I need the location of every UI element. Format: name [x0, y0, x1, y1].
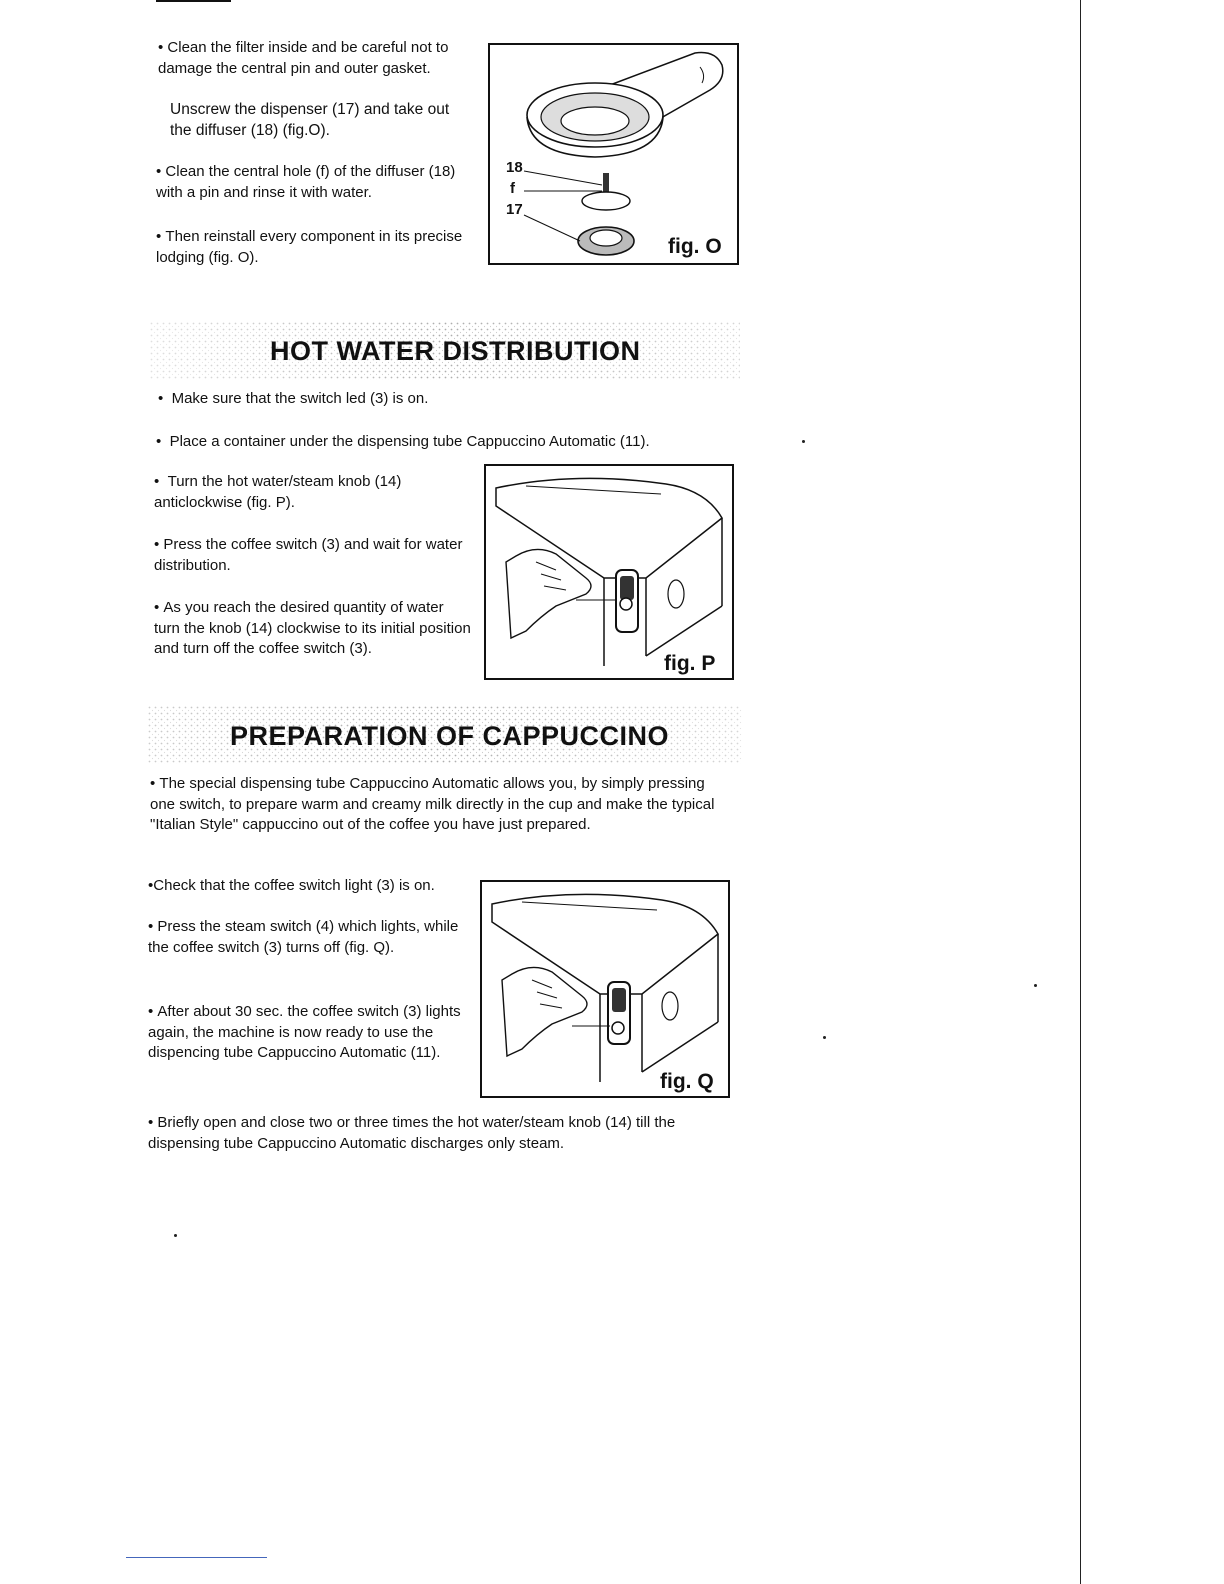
bullet-clean-hole: • Clean the central hole (f) of the diffuser (18) with a pin and rinse it with water. [156, 163, 456, 201]
bullet-reinstall: • Then reinstall every component in its precise lodging (fig. O). [156, 228, 463, 266]
bullet-check-switch: •Check that the coffee switch light (3) is on. [148, 877, 435, 894]
figure-q-label: fig. Q [660, 1070, 714, 1093]
text-intro: The special dispensing tube Cappuccino Automatic allows you, by simply pressing one switch, to prepare warm and creamy milk directly in the cup and make the typical "Italian Style" cappuccino out of the coffee you have just prepared. [150, 775, 715, 833]
text-briefly-open: Briefly open and close two or three times the hot water/steam knob (14) till the dispensing tube Cappuccino Automatic discharges only steam. [148, 1114, 676, 1152]
scan-speck [1034, 984, 1037, 987]
text-desired-quantity: As you reach the desired quantity of water turn the knob (14) clockwise to its initial position and turn off the coffee switch (3). [154, 599, 471, 657]
text-after-30-sec: After about 30 sec. the coffee switch (3) lights again, the machine is now ready to use the dispencing tube Cappuccino Automatic (11). [148, 1003, 461, 1061]
scan-speck [174, 1234, 177, 1237]
callout-18: 18 [506, 159, 523, 176]
callout-17: 17 [506, 201, 523, 218]
page-edge-rule [1080, 0, 1081, 1584]
text-check-switch: Check that the coffee switch light (3) is on. [153, 877, 435, 894]
figure-p [484, 464, 734, 680]
bullet-after-30-sec: • After about 30 sec. the coffee switch (3) lights again, the machine is now ready to use the dispencing tube Cappuccino Automatic (11). [148, 1003, 461, 1061]
text-clean-hole: Clean the central hole (f) of the diffuser (18) with a pin and rinse it with water. [156, 163, 456, 201]
bullet-briefly-open: • Briefly open and close two or three times the hot water/steam knob (14) till the dispensing tube Cappuccino Automatic discharges only steam. [148, 1114, 676, 1152]
text-reinstall: Then reinstall every component in its precise lodging (fig. O). [156, 228, 463, 266]
bullet-press-steam: • Press the steam switch (4) which lights, while the coffee switch (3) turns off (fig. Q). [148, 918, 459, 956]
figure-o [488, 43, 739, 265]
machine-panel-diagram-q [482, 882, 728, 1096]
figure-p-label: fig. P [664, 652, 716, 675]
paragraph-intro: • The special dispensing tube Cappuccino Automatic allows you, by simply pressing one switch, to prepare warm and creamy milk directly in the cup and make the typical "Italian Style" cappuccino out of the coffee you have just prepared. [150, 775, 715, 833]
text-switch-led: Make sure that the switch led (3) is on. [171, 390, 429, 407]
bottom-rule [126, 1557, 267, 1558]
bullet-desired-quantity: • As you reach the desired quantity of water turn the knob (14) clockwise to its initial position and turn off the coffee switch (3). [154, 599, 471, 657]
text-unscrew-dispenser: Unscrew the dispenser (17) and take out the diffuser (18) (fig.O). [170, 101, 450, 139]
bullet-turn-knob: • Turn the hot water/steam knob (14) anticlockwise (fig. P). [154, 473, 402, 511]
hot-water-header-band [150, 322, 740, 380]
text-turn-knob: Turn the hot water/steam knob (14) anticlockwise (fig. P). [154, 473, 402, 511]
callout-f: f [510, 180, 515, 197]
hot-water-title: HOT WATER DISTRIBUTION [270, 336, 641, 366]
figure-o-label: fig. O [668, 235, 722, 258]
scan-speck [823, 1036, 826, 1039]
bullet-press-coffee: • Press the coffee switch (3) and wait for water distribution. [154, 536, 463, 574]
figure-q [480, 880, 730, 1098]
text-press-coffee: Press the coffee switch (3) and wait for water distribution. [154, 536, 463, 574]
bullet-place-container: • Place a container under the dispensing tube Cappuccino Automatic (11). [156, 433, 650, 450]
text-place-container: Place a container under the dispensing tube Cappuccino Automatic (11). [169, 433, 650, 450]
scan-speck [802, 440, 805, 443]
top-rule [156, 0, 231, 2]
bullet-clean-filter: • Clean the filter inside and be careful not to damage the central pin and outer gasket. [158, 39, 449, 77]
cappuccino-title: PREPARATION OF CAPPUCCINO [230, 721, 670, 751]
machine-panel-diagram-p [486, 466, 732, 678]
text-press-steam: Press the steam switch (4) which lights, while the coffee switch (3) turns off (fig. Q). [148, 918, 459, 956]
cappuccino-header-band [148, 706, 742, 764]
bullet-switch-led: • Make sure that the switch led (3) is on. [158, 390, 429, 407]
filter-diagram [490, 45, 737, 263]
text-clean-filter: Clean the filter inside and be careful not to damage the central pin and outer gasket. [158, 39, 449, 77]
